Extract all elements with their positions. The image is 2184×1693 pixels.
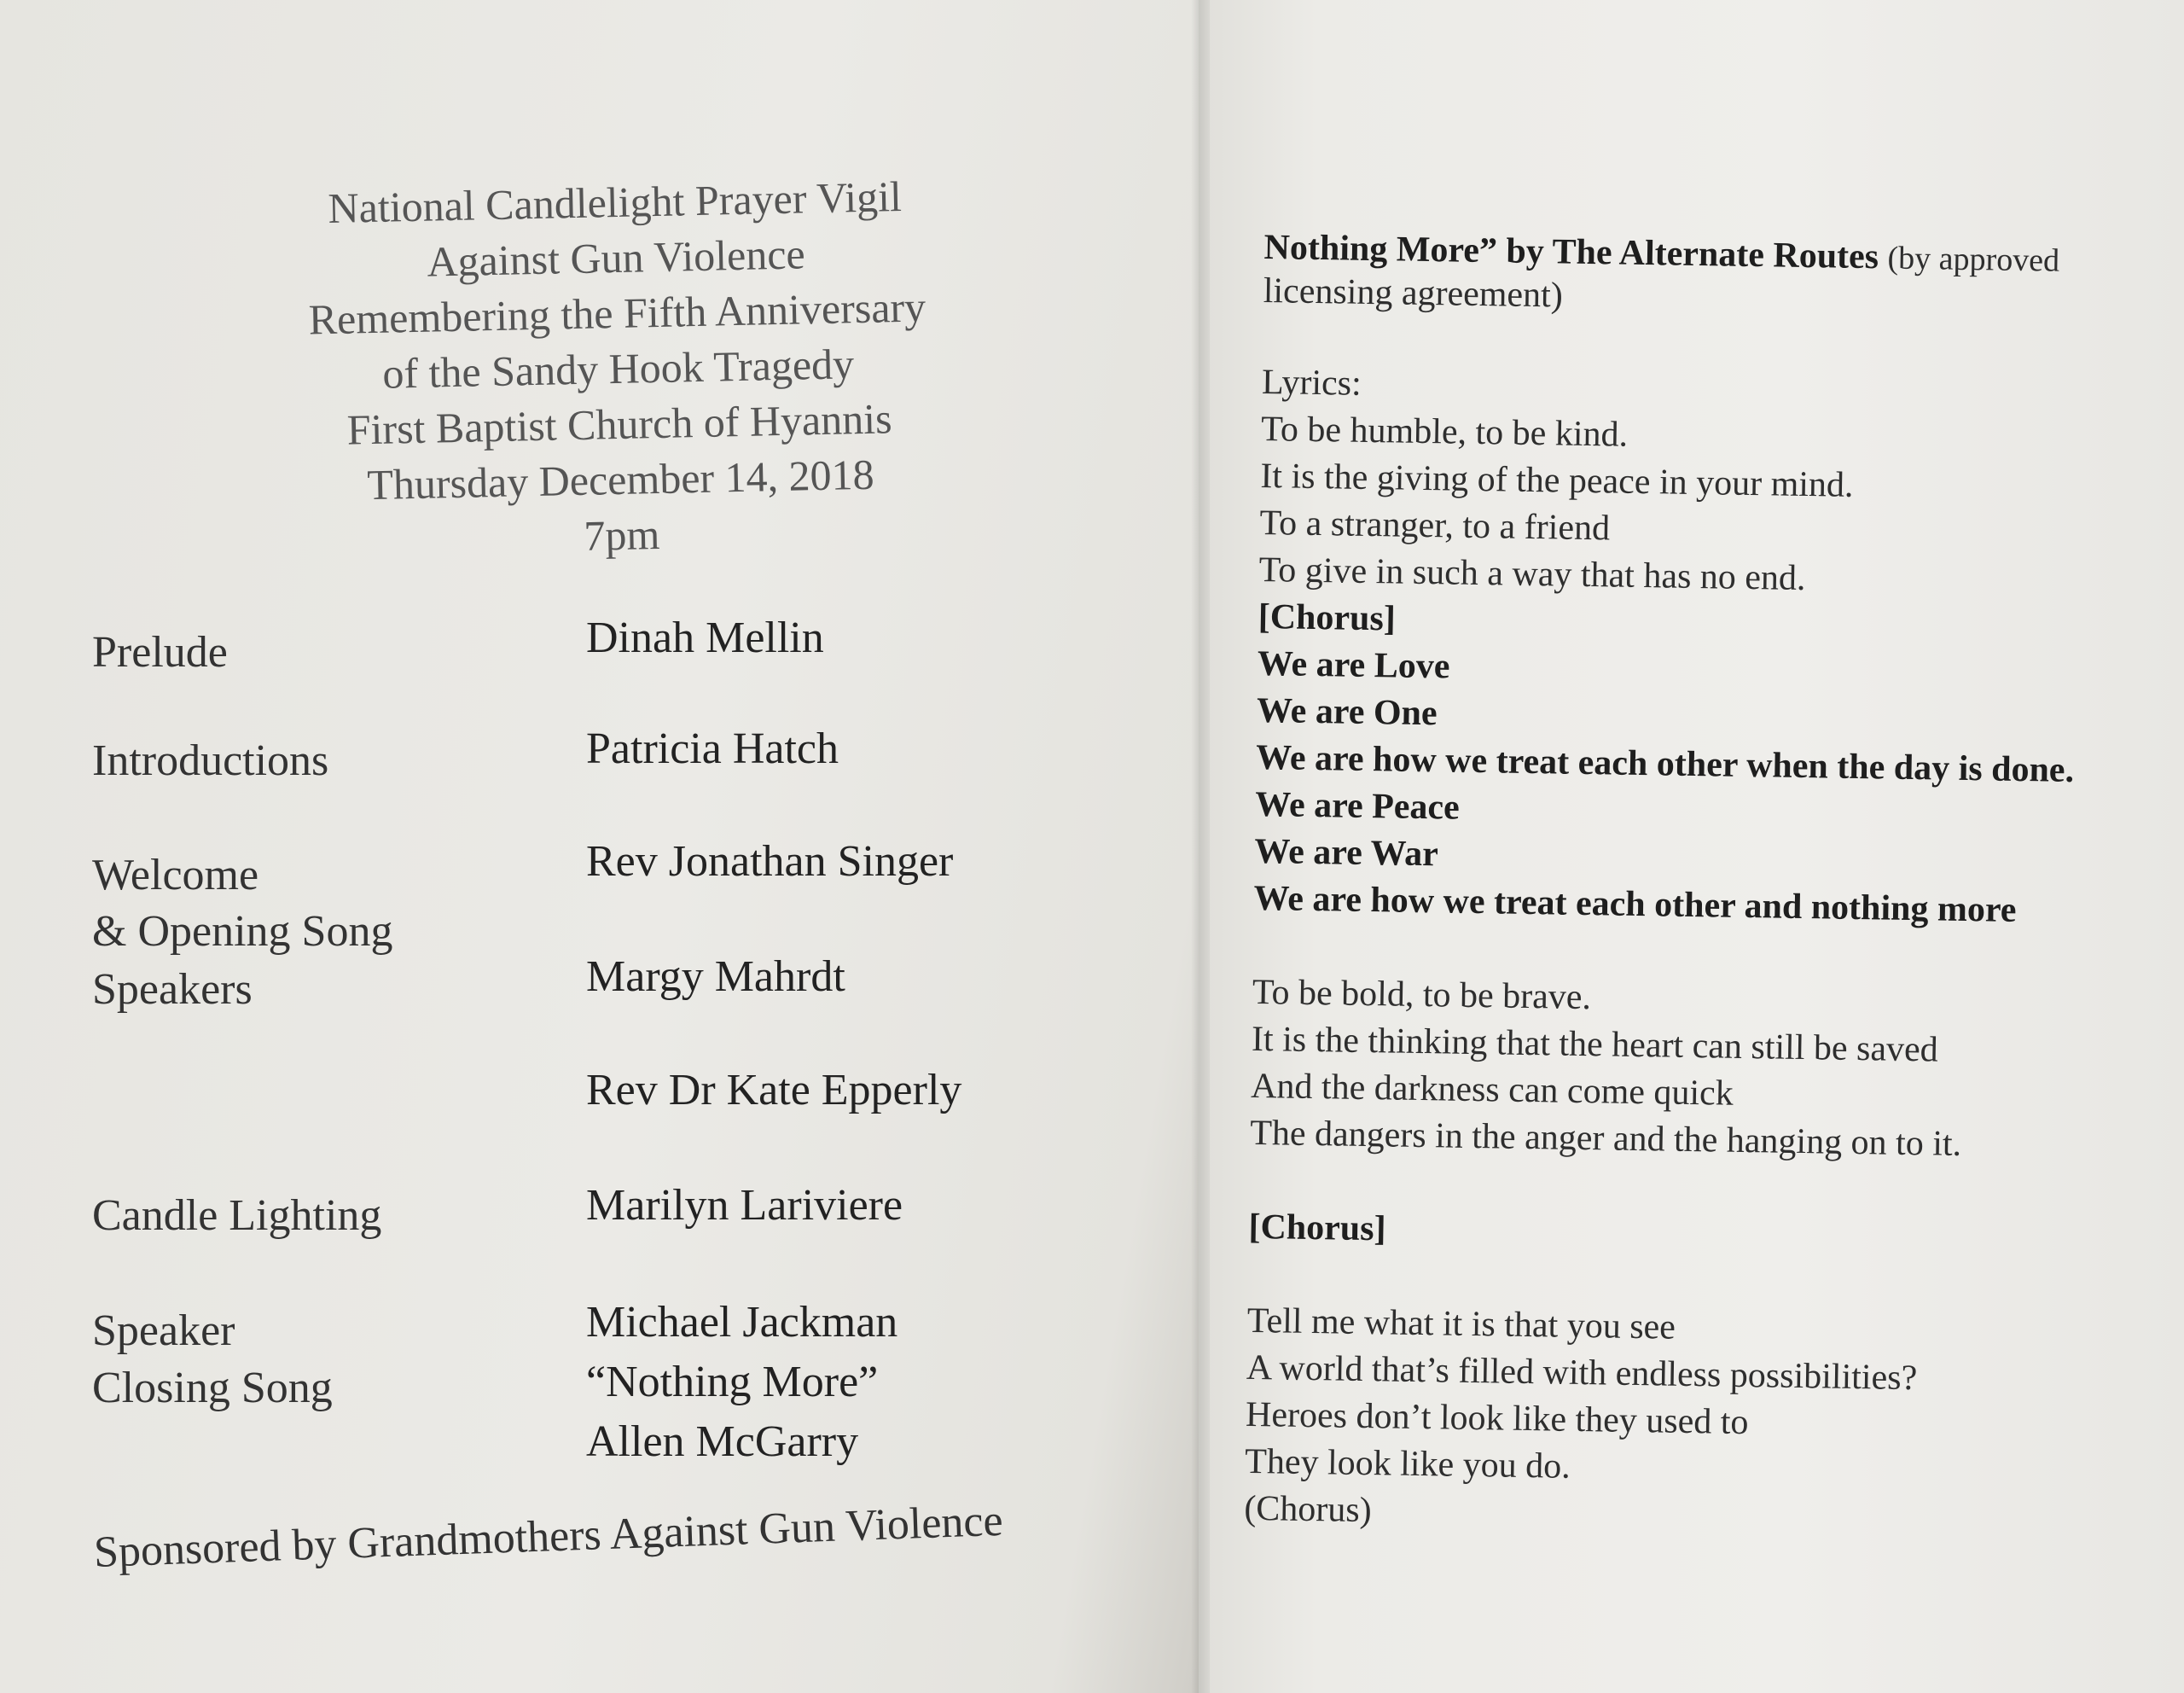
program-name-candle-lighting: Marilyn Lariviere xyxy=(586,1181,903,1230)
song-title-note: (by approved xyxy=(1887,240,2060,279)
lyric-line: Tell me what it is that you see xyxy=(1246,1300,1676,1347)
song-title-text: Nothing More” by The Alternate Routes xyxy=(1263,227,1879,277)
lyrics-label: Lyrics: xyxy=(1261,362,1362,404)
program-role-opening-song: & Opening Song xyxy=(92,907,393,956)
chorus-marker: [Chorus] xyxy=(1248,1207,1386,1249)
header-line: First Baptist Church of Hyannis xyxy=(346,394,893,454)
chorus-line: [Chorus] xyxy=(1258,596,1397,639)
program-closing-song-title: “Nothing More” xyxy=(586,1358,879,1406)
lyric-line: Heroes don’t look like they used to xyxy=(1245,1394,1749,1443)
lyric-line: (Chorus) xyxy=(1244,1488,1373,1531)
chorus-line: We are War xyxy=(1254,831,1439,875)
program-role-closing-song: Closing Song xyxy=(92,1364,333,1412)
header-line: 7pm xyxy=(583,509,660,560)
program-name-speaker: Michael Jackman xyxy=(586,1298,898,1347)
header-line: Against Gun Violence xyxy=(426,230,806,286)
event-header xyxy=(230,167,1006,572)
header-line: National Candlelight Prayer Vigil xyxy=(327,172,903,233)
lyric-line: The dangers in the anger and the hanging on to it. xyxy=(1249,1113,1962,1164)
program-role-welcome: Welcome xyxy=(92,851,259,899)
chorus-line: We are Peace xyxy=(1254,784,1461,828)
lyric-line: And the darkness can come quick xyxy=(1250,1066,1734,1114)
lyric-line: It is the giving of the peace in your mind. xyxy=(1260,456,1854,505)
program-name-prelude: Dinah Mellin xyxy=(586,614,824,662)
lyric-line: A world that’s filled with endless possibilities? xyxy=(1246,1347,1918,1399)
program-role-speaker: Speaker xyxy=(92,1306,235,1355)
header-line: Thursday December 14, 2018 xyxy=(366,450,875,509)
program-role-introductions: Introductions xyxy=(92,736,329,785)
program-name-closing-song: Allen McGarry xyxy=(586,1417,859,1466)
program-name-welcome: Rev Jonathan Singer xyxy=(586,837,954,886)
program-name-speaker-2: Rev Dr Kate Epperly xyxy=(586,1066,962,1114)
lyric-line: They look like you do. xyxy=(1244,1441,1571,1486)
chorus-line: We are One xyxy=(1256,690,1438,734)
sponsor-line: Sponsored by Grandmothers Against Gun Violence xyxy=(93,1496,1004,1577)
lyric-line: It is the thinking that the heart can still be saved xyxy=(1251,1019,1939,1070)
program-name-introductions: Patricia Hatch xyxy=(586,724,839,773)
header-line: of the Sandy Hook Tragedy xyxy=(381,340,855,398)
lyric-line: To be bold, to be brave. xyxy=(1252,972,1592,1018)
program-name-speaker-1: Margy Mahrdt xyxy=(586,952,845,1001)
song-lyrics xyxy=(1244,226,2169,1546)
program-role-prelude: Prelude xyxy=(92,628,228,677)
program-role-candle-lighting: Candle Lighting xyxy=(92,1191,382,1240)
lyric-line: To give in such a way that has no end. xyxy=(1258,550,1806,599)
page-fold xyxy=(1191,0,1210,1693)
chorus-line: We are how we treat each other when the day is done. xyxy=(1255,737,2075,790)
program-role-speakers: Speakers xyxy=(92,965,253,1014)
chorus-line: We are Love xyxy=(1257,643,1450,687)
chorus-line: We are how we treat each other and nothing more xyxy=(1253,878,2017,930)
lyric-line: To be humble, to be kind. xyxy=(1260,409,1629,455)
header-line: Remembering the Fifth Anniversary xyxy=(308,282,926,344)
lyric-line: To a stranger, to a friend xyxy=(1259,503,1611,549)
song-title-note-2: licensing agreement) xyxy=(1263,271,1564,316)
